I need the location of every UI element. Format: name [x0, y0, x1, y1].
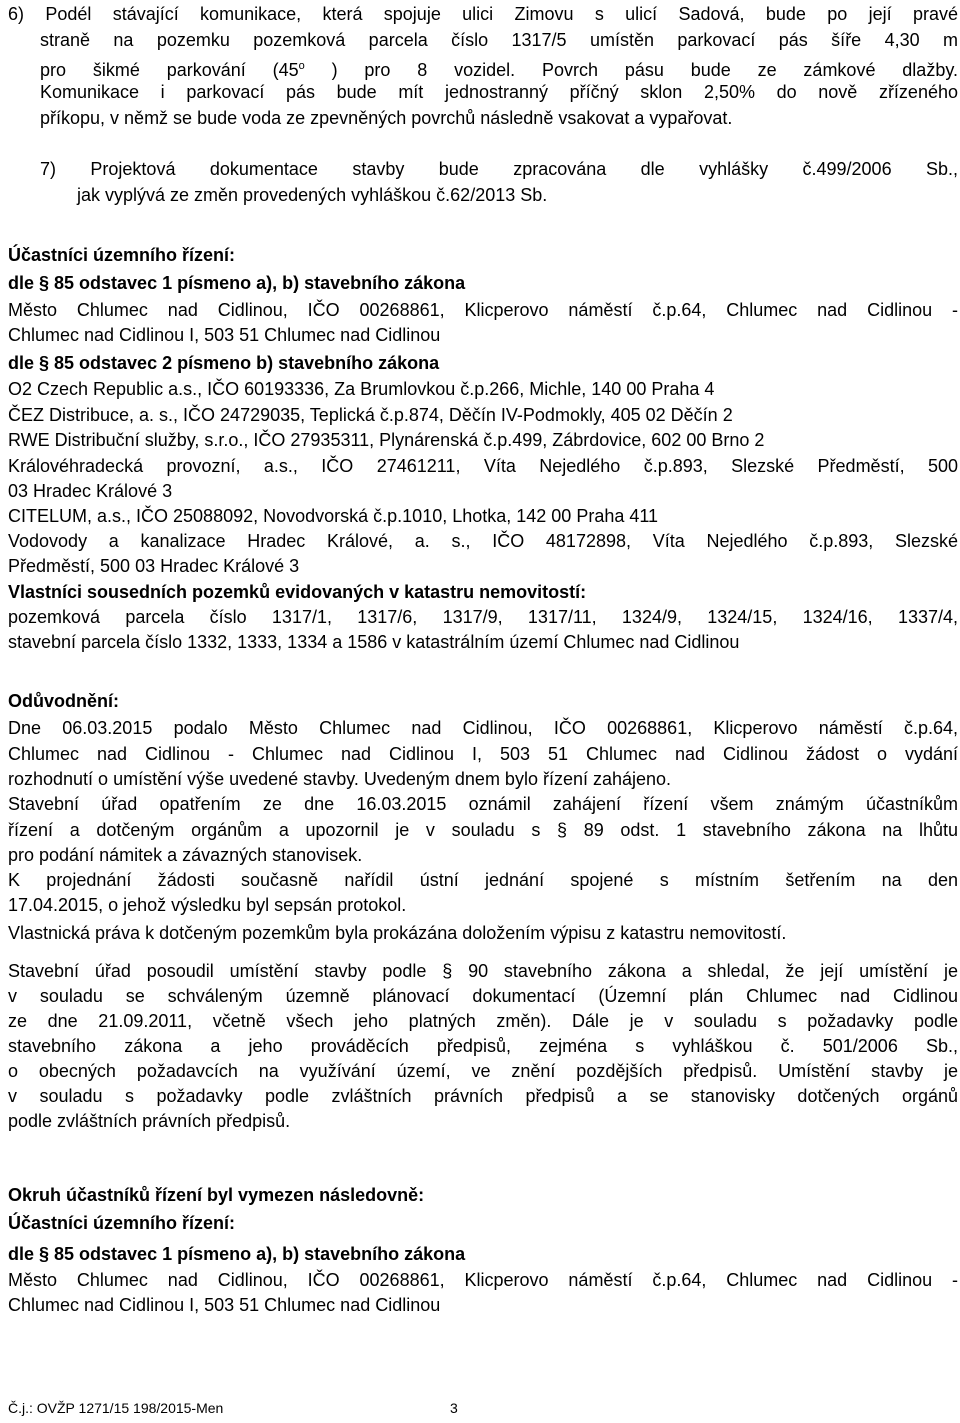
reasoning-line-15: v souladu s požadavky podle zvláštních právních předpisů a se stanovisky dotčených orgánů: [8, 1086, 958, 1106]
participant-1-line1: Město Chlumec nad Cidlinou, IČO 00268861, Klicperovo náměstí č.p.64, Chlumec nad Cidlinou -: [8, 300, 958, 320]
item6-line3-b: ) pro 8 vozidel. Povrch pásu bude ze zámkové dlažby.: [304, 60, 958, 80]
reasoning-line-14: o obecných požadavcích na využívání území, ve znění pozdějších předpisů. Umístění stavby je: [8, 1061, 958, 1081]
reasoning-line-9: Vlastnická práva k dotčeným pozemkům byla prokázána doložením výpisu z katastru nemovitostí.: [8, 923, 787, 943]
participants-2-subheading: dle § 85 odstavec 1 písmeno a), b) stavebního zákona: [8, 1244, 466, 1264]
reasoning-line-6: pro podání námitek a závazných stanovisek.: [8, 845, 363, 865]
participant-1-line2: Chlumec nad Cidlinou I, 503 51 Chlumec nad Cidlinou: [8, 325, 441, 345]
footer-reference: Č.j.: OVŽP 1271/15 198/2015-Men: [8, 1400, 224, 1416]
owners-heading: Vlastníci sousedních pozemků evidovaných v katastru nemovitostí:: [8, 582, 587, 602]
participant-7-line1: Vodovody a kanalizace Hradec Králové, a. s., IČO 48172898, Víta Nejedlého č.p.893, Slezské: [8, 531, 958, 551]
participants-subheading-1: dle § 85 odstavec 1 písmeno a), b) stavebního zákona: [8, 273, 466, 293]
degree-superscript: o: [298, 60, 305, 72]
item6-line3: [40, 54, 958, 82]
owners-line1: pozemková parcela číslo 1317/1, 1317/6, 1317/9, 1317/11, 1324/9, 1324/15, 1324/16, 1337/4,: [8, 607, 958, 627]
participants-subheading-2: dle § 85 odstavec 2 písmeno b) stavebního zákona: [8, 353, 440, 373]
participant-5-line2: 03 Hradec Králové 3: [8, 481, 173, 501]
owners-line2: stavební parcela číslo 1332, 1333, 1334 a 1586 v katastrálním území Chlumec nad Cidlinou: [8, 632, 740, 652]
reasoning-heading: Odůvodnění:: [8, 691, 119, 711]
reasoning-line-4: Stavební úřad opatřením ze dne 16.03.2015 oznámil zahájení řízení všem známým účastníkům: [8, 794, 958, 814]
participant-7-line2: Předměstí, 500 03 Hradec Králové 3: [8, 556, 300, 576]
reasoning-line-12: ze dne 21.09.2011, včetně všech jeho platných změn). Dále je v souladu s požadavky podle: [8, 1011, 958, 1031]
participants-heading-2: Účastníci územního řízení:: [8, 1213, 236, 1233]
item6-line4: Komunikace i parkovací pás bude mít jednostranný příčný sklon 2,50% do nově zřízeného: [40, 82, 958, 102]
participants-heading: Účastníci územního řízení:: [8, 245, 236, 265]
reasoning-line-16: podle zvláštních právních předpisů.: [8, 1111, 291, 1131]
scope-heading: Okruh účastníků řízení byl vymezen následovně:: [8, 1185, 425, 1205]
item6-line2: straně na pozemku pozemková parcela číslo 1317/5 umístěn parkovací pás šíře 4,30 m: [40, 30, 958, 50]
reasoning-line-7: K projednání žádosti současně nařídil ústní jednání spojené s místním šetřením na den: [8, 870, 958, 890]
page-number: 3: [450, 1400, 458, 1416]
participants-2-p1-line2: Chlumec nad Cidlinou I, 503 51 Chlumec nad Cidlinou: [8, 1295, 441, 1315]
reasoning-line-10: Stavební úřad posoudil umístění stavby podle § 90 stavebního zákona a shledal, že její umístění je: [8, 961, 958, 981]
reasoning-line-5: řízení a dotčeným orgánům a upozornil je v souladu s § 89 odst. 1 stavebního zákona na lhůtu: [8, 820, 958, 840]
participant-2: O2 Czech Republic a.s., IČO 60193336, Za Brumlovkou č.p.266, Michle, 140 00 Praha 4: [8, 379, 715, 399]
reasoning-line-13: stavebního zákona a jeho prováděcích předpisů, zejména s vyhláškou č. 501/2006 Sb.,: [8, 1036, 958, 1056]
participant-3: ČEZ Distribuce, a. s., IČO 24729035, Teplická č.p.874, Děčín IV-Podmokly, 405 02 Děčín 2: [8, 405, 733, 425]
page-footer: [8, 1399, 458, 1417]
item7-line2: jak vyplývá ze změn provedených vyhláškou č.62/2013 Sb.: [77, 185, 548, 205]
item6-line5: příkopu, v němž se bude voda ze zpevněných povrchů následně vsakovat a vypařovat.: [40, 108, 733, 128]
participants-2-p1-line1: Město Chlumec nad Cidlinou, IČO 00268861, Klicperovo náměstí č.p.64, Chlumec nad Cidlinou -: [8, 1270, 958, 1290]
reasoning-line-3: rozhodnutí o umístění výše uvedené stavby. Uvedeným dnem bylo řízení zahájeno.: [8, 769, 672, 789]
participant-4: RWE Distribuční služby, s.r.o., IČO 27935311, Plynárenská č.p.499, Zábrdovice, 602 00 Brno 2: [8, 430, 765, 450]
item6-line3-a: pro šikmé parkování (45: [40, 60, 299, 80]
reasoning-line-11: v souladu se schváleným územně plánovací dokumentací (Územní plán Chlumec nad Cidlinou: [8, 986, 958, 1006]
reasoning-line-1: Dne 06.03.2015 podalo Město Chlumec nad Cidlinou, IČO 00268861, Klicperovo náměstí č.p.64,: [8, 718, 958, 738]
reasoning-line-8: 17.04.2015, o jehož výsledku byl sepsán protokol.: [8, 895, 407, 915]
reasoning-line-2: Chlumec nad Cidlinou - Chlumec nad Cidlinou I, 503 51 Chlumec nad Cidlinou žádost o vydání: [8, 744, 958, 764]
participant-6: CITELUM, a.s., IČO 25088092, Novodvorská č.p.1010, Lhotka, 142 00 Praha 411: [8, 506, 659, 526]
item6-line1: 6) Podél stávající komunikace, která spojuje ulici Zimovu s ulicí Sadová, bude po její pravé: [8, 4, 958, 24]
participant-5-line1: Královéhradecká provozní, a.s., IČO 27461211, Víta Nejedlého č.p.893, Slezské Předměstí, 500: [8, 456, 958, 476]
item7-line1: 7) Projektová dokumentace stavby bude zpracována dle vyhlášky č.499/2006 Sb.,: [40, 159, 958, 179]
